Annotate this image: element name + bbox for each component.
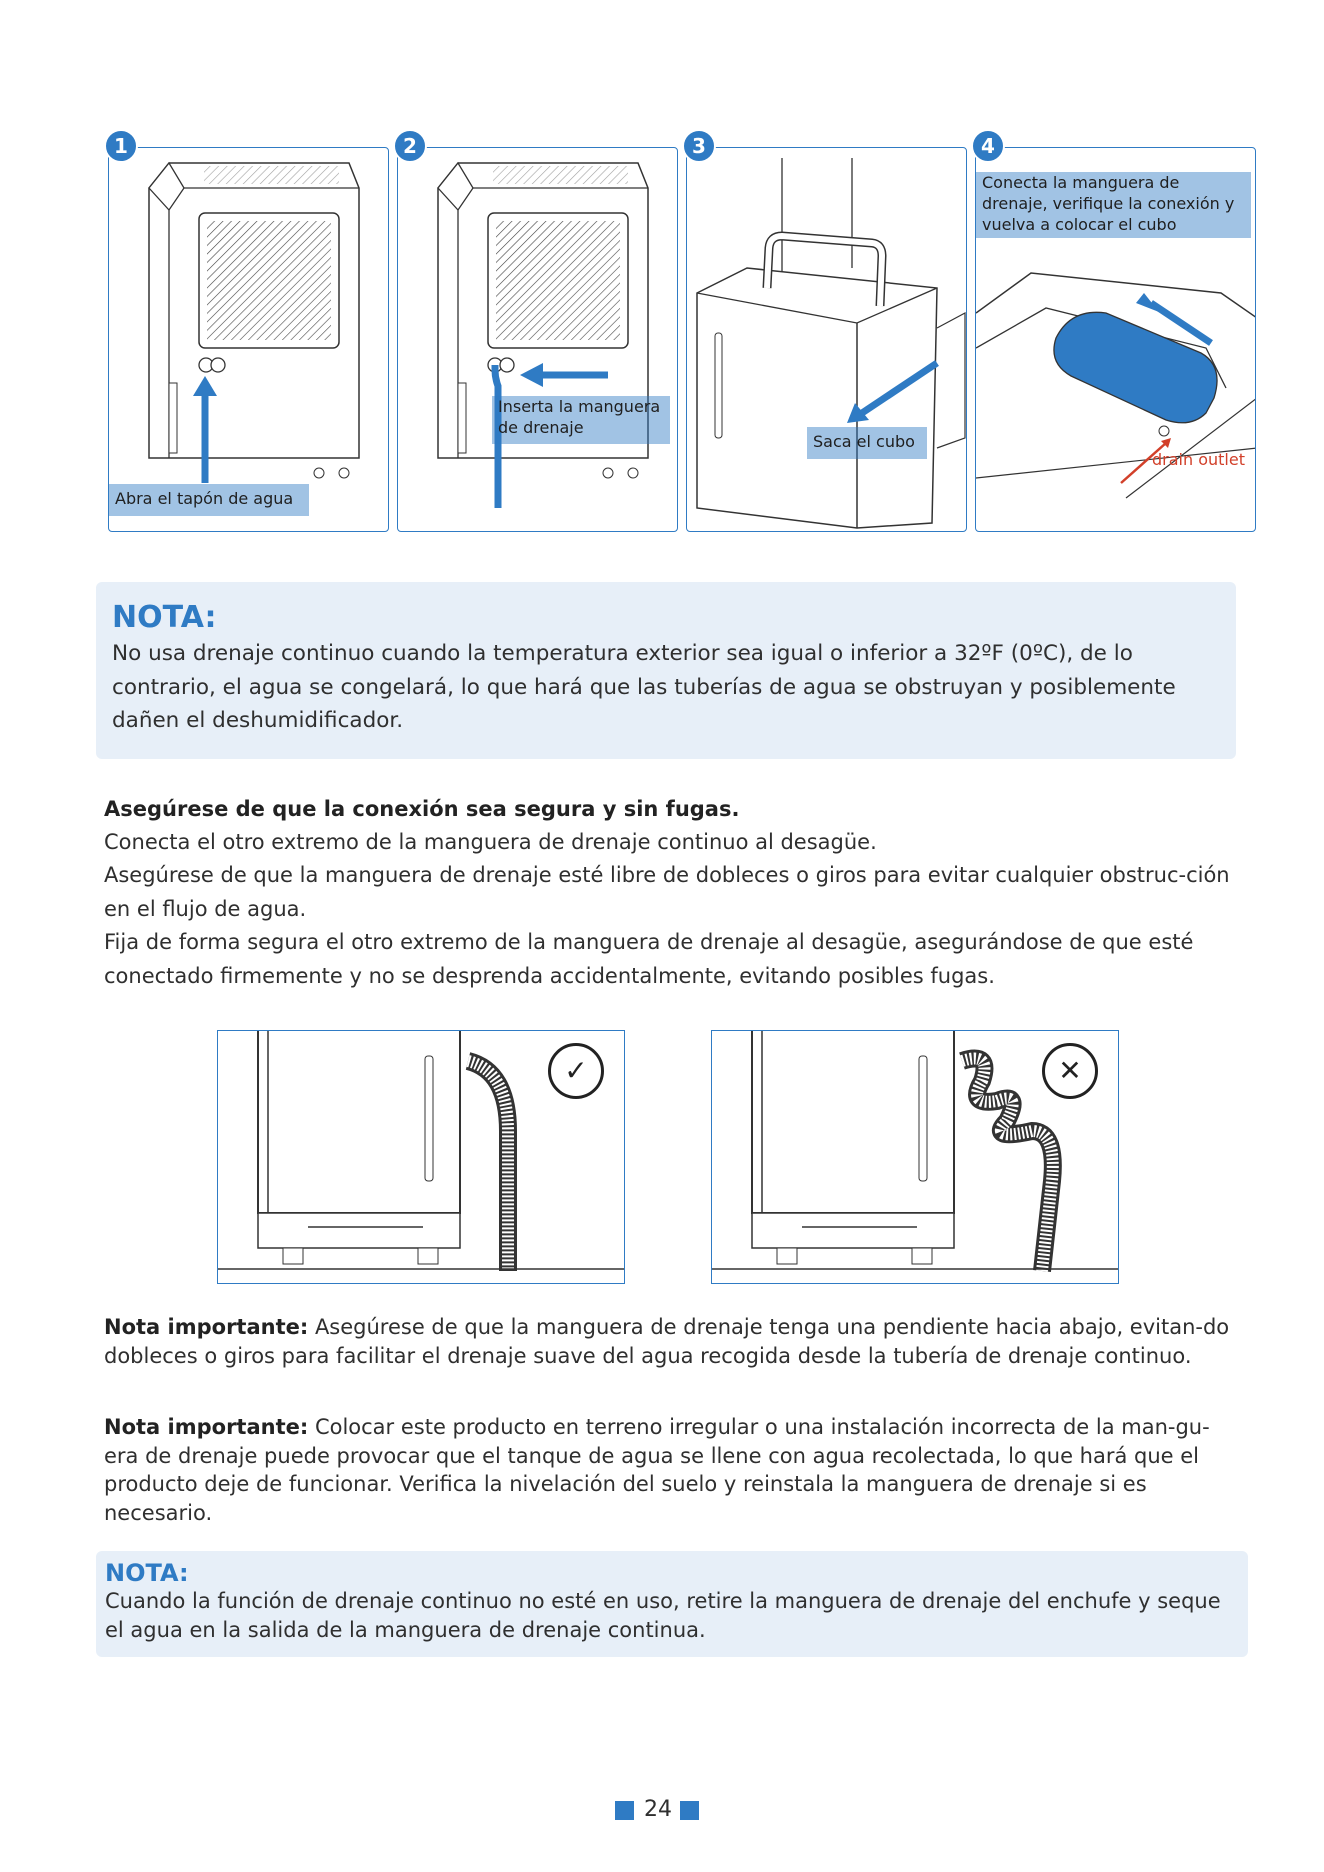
bucket-illustration	[687, 148, 967, 532]
note-text: Cuando la función de drenaje continuo no esté en uso, retire la manguera de drenaje del enchufe y seque el agua en la salida de la manguera de drenaje continua.	[105, 1589, 1221, 1642]
step-1-panel	[108, 147, 389, 532]
step-2-number: 2	[393, 129, 427, 163]
step-4-number: 4	[971, 129, 1005, 163]
important-note-label: Nota importante:	[104, 1415, 309, 1439]
check-icon: ✓	[548, 1043, 604, 1099]
step-4-panel	[975, 147, 1256, 532]
step-3-panel	[686, 147, 967, 532]
important-note-text: Colocar este producto en terreno irregular o una instalación incorrecta de la man-gu-era de drenaje puede provocar que el tanque de agua se llene con agua recolectada, lo que hará que el producto deje de funcionar. Verifica la nivelación del suelo y reinstala la manguera de drenaje si es necesario.	[104, 1415, 1210, 1525]
step-4-caption: Conecta la manguera de drenaje, verifique la conexión y vuelva a colocar el cubo	[976, 172, 1251, 238]
page-number: 24	[644, 1797, 672, 1822]
note-text: No usa drenaje continuo cuando la temperatura exterior sea igual o inferior a 32ºF (0ºC), de lo contrario, el agua se congelará, lo que hará que las tuberías de agua se obstruyan y posiblemente dañen el deshumidificador.	[112, 641, 1176, 733]
important-note-label: Nota importante:	[104, 1315, 309, 1339]
step-1-number: 1	[104, 129, 138, 163]
footer-square-right	[680, 1801, 699, 1820]
dehumidifier-illustration	[109, 148, 389, 532]
important-note-2	[104, 1413, 1234, 1527]
section-paragraph-2: Asegúrese de que la manguera de drenaje esté libre de dobleces o giros para evitar cualquier obstruc-ción en el flujo de agua.	[104, 863, 1230, 921]
step-3-number: 3	[682, 129, 716, 163]
hose-correct-panel	[217, 1030, 625, 1284]
section-paragraph-1: Conecta el otro extremo de la manguera de drenaje continuo al desagüe.	[104, 830, 877, 854]
footer-square-left	[615, 1801, 634, 1820]
note-title: NOTA:	[105, 1559, 189, 1587]
section-heading: Asegúrese de que la conexión sea segura y sin fugas.	[104, 797, 740, 821]
note-title: NOTA:	[112, 600, 217, 635]
section-paragraph-3: Fija de forma segura el otro extremo de la manguera de drenaje al desagüe, asegurándose de que esté conectado firmemente y no se desprenda accidentalmente, evitando posibles fugas.	[104, 930, 1194, 988]
hose-incorrect-panel	[711, 1030, 1119, 1284]
step-2-caption: Inserta la manguera de drenaje	[492, 396, 670, 444]
cross-icon: ✕	[1042, 1043, 1098, 1099]
step-1-caption: Abra el tapón de agua	[109, 484, 309, 516]
important-note-text: Asegúrese de que la manguera de drenaje tenga una pendiente hacia abajo, evitan-do dobleces o giros para facilitar el drenaje suave del agua recogida desde la tubería de drenaje continuo.	[104, 1315, 1230, 1368]
step-2-panel	[397, 147, 678, 532]
dehumidifier-illustration	[398, 148, 678, 532]
important-note-1	[104, 1313, 1234, 1370]
drain-outlet-label: drain outlet	[1152, 450, 1245, 469]
step-3-caption: Saca el cubo	[807, 427, 927, 459]
